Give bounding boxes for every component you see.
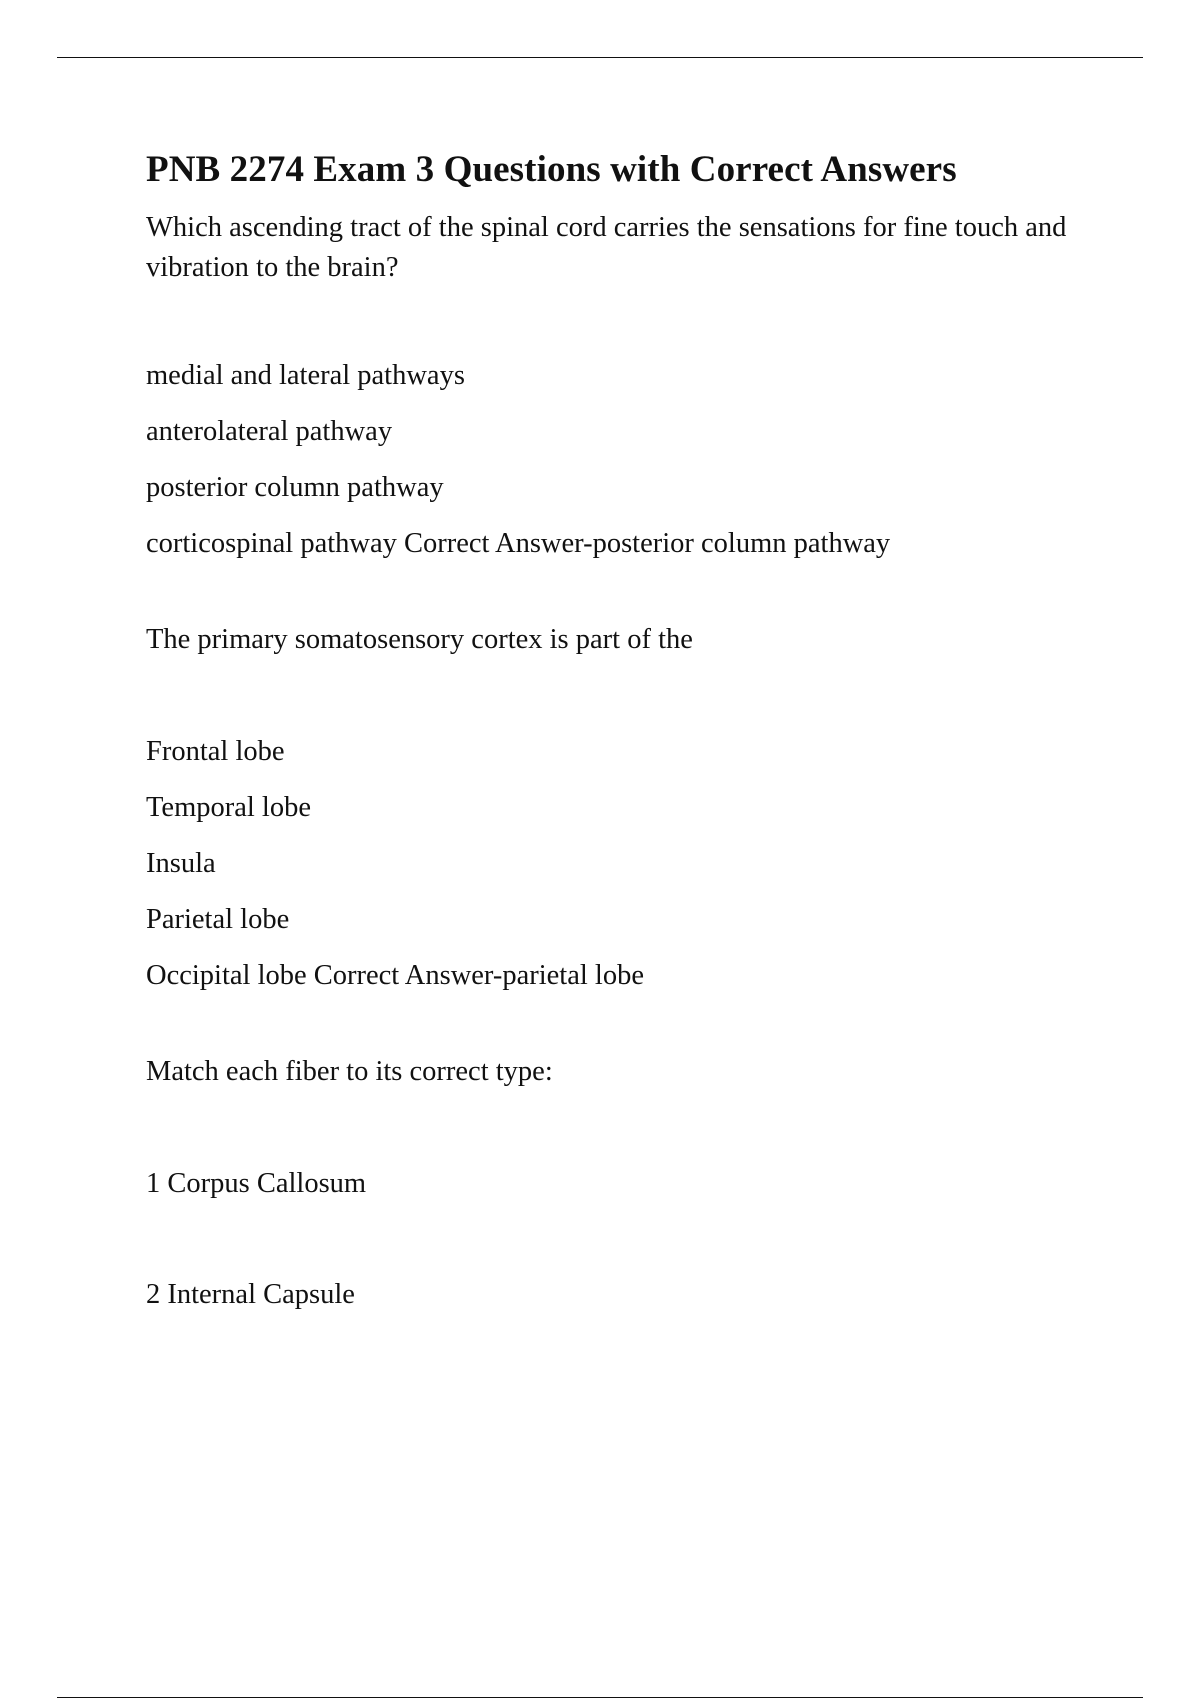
question-2-option: Frontal lobe bbox=[146, 736, 285, 767]
footer-rule bbox=[57, 1697, 1143, 1698]
question-3-prompt: Match each fiber to its correct type: bbox=[146, 1056, 553, 1087]
document-body bbox=[146, 144, 1086, 1315]
question-1-option: posterior column pathway bbox=[146, 472, 444, 503]
question-3-match-item: 2 Internal Capsule bbox=[146, 1279, 355, 1310]
question-2-option: Insula bbox=[146, 848, 216, 879]
question-1-prompt: Which ascending tract of the spinal cord carries the sensations for fine touch and vibration to the brain? bbox=[146, 212, 1067, 283]
question-2-prompt: The primary somatosensory cortex is part of the bbox=[146, 624, 693, 655]
question-1-option: medial and lateral pathways bbox=[146, 360, 465, 391]
document-title: PNB 2274 Exam 3 Questions with Correct Answers bbox=[146, 149, 957, 190]
question-2-option-with-answer: Occipital lobe Correct Answer-parietal lobe bbox=[146, 960, 644, 991]
question-3-match-item: 1 Corpus Callosum bbox=[146, 1168, 367, 1199]
question-1-option: anterolateral pathway bbox=[146, 416, 393, 447]
question-1-options bbox=[146, 356, 1086, 564]
question-2-option: Parietal lobe bbox=[146, 904, 290, 935]
header-rule bbox=[57, 57, 1143, 58]
question-2-option: Temporal lobe bbox=[146, 792, 311, 823]
question-2-options bbox=[146, 732, 1086, 996]
question-1-option-with-answer: corticospinal pathway Correct Answer-posterior column pathway bbox=[146, 528, 891, 559]
